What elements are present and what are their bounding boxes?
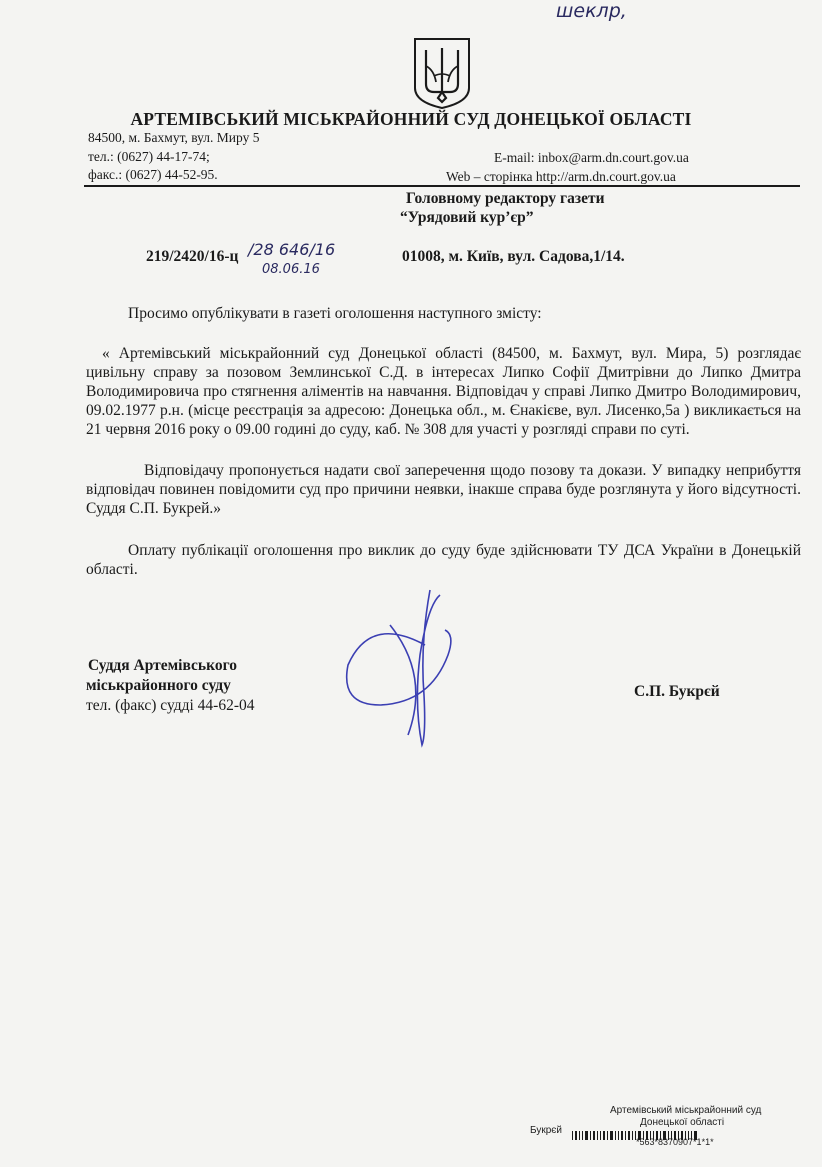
ref-handwritten-number: /28 646/16 (248, 240, 336, 259)
court-title: АРТЕМІВСЬКИЙ МІСЬКРАЙОННИЙ СУД ДОНЕЦЬКОЇ ОБЛАСТІ (130, 109, 692, 129)
court-address: 84500, м. Бахмут, вул. Миру 5 (88, 130, 260, 145)
signature-name: С.П. Букрєй (634, 683, 720, 700)
stamp-line2: Донецької області (640, 1117, 725, 1128)
ref-handwritten-date: 08.06.16 (262, 262, 320, 277)
trident-coat-of-arms-icon (412, 36, 472, 110)
body-notice: Відповідачу пропонується надати свої заперечення щодо позову та докази. У випадку неприбуття відповідач повинен повідомити суд про причини неявки, інакше справа буде розглянута у його відсутності. Суддя С.П. Букрей.» (86, 462, 801, 517)
body-announcement: « Артемівський міськрайонний суд Донецької області (84500, м. Бахмут, вул. Мира, 5) розглядає цивільну справу за позовом Землинської С.Д. в інтересах Липко Софії Дмитрівни до Липко Дмитра Володимировича про стягнення аліментів на навчання. Відповідач у справі Липко Дмитро Володимирович, 09.02.1977 р.н. (місце реєстрація за адресою: Донецька обл., м. Єнакієве, вул. Лисенко,5а ) викликається на 21 червня 2016 року о 09.00 годині до суду, каб. № 308 для участі у розгляді справи по суті. (86, 345, 801, 438)
ref-number: 219/2420/16-ц (146, 248, 239, 265)
court-web: Web – сторінка http://arm.dn.court.gov.ua (446, 169, 676, 184)
handwritten-note: шеклр, (556, 0, 627, 22)
body-intro: Просимо опублікувати в газеті оголошення наступного змісту: (128, 305, 542, 322)
signature-phone: тел. (факс) судді 44-62-04 (86, 697, 255, 714)
recipient-address: 01008, м. Київ, вул. Садова,1/14. (402, 248, 625, 265)
barcode-text: *563*8370907*1*1* (636, 1137, 714, 1147)
handwritten-signature (330, 585, 480, 755)
recipient-line2: “Урядовий кур’єр” (400, 209, 534, 226)
signature-title-line1: Суддя Артемівського (88, 657, 238, 674)
court-email: E-mail: inbox@arm.dn.court.gov.ua (494, 150, 689, 165)
court-fax: факс.: (0627) 44-52-95. (88, 167, 218, 182)
stamp-author: Букрєй (530, 1125, 562, 1136)
header-divider (84, 185, 800, 187)
court-phone: тел.: (0627) 44-17-74; (88, 149, 210, 164)
recipient-line1: Головному редактору газети (406, 190, 605, 207)
stamp-line1: Артемівський міськрайонний суд (610, 1105, 762, 1116)
body-payment: Оплату публікації оголошення про виклик до суду буде здійснювати ТУ ДСА України в Донецькій області. (86, 542, 801, 578)
signature-title-line2: міськрайонного суду (86, 677, 231, 694)
